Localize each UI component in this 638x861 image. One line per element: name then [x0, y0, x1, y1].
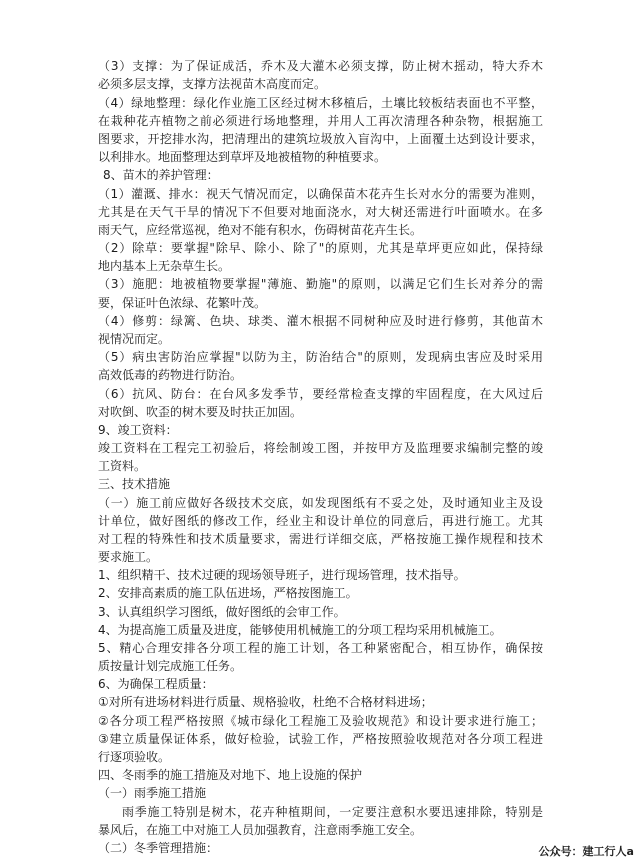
text-line: （一）施工前应做好各级技术交底，如发现图纸有不妥之处，及时通知业主及设	[98, 496, 543, 510]
text-line: 行逐项验收。	[98, 750, 171, 764]
section-heading: 8、苗木的养护管理：	[103, 168, 219, 182]
text-line: 雨天气，应经常巡视，绝对不能有积水，伤碍树苗花卉生长。	[98, 223, 423, 237]
text-line: 图要求，开挖排水沟，把清理出的建筑垃圾放入盲沟中，上面覆土达到设计要求，	[98, 132, 543, 146]
text-line: 以利排水。地面整理达到草坪及地被植物的种植要求。	[98, 150, 387, 164]
text-line: （5）病虫害防治应掌握"以防为主，防治结合"的原则，发现病虫害应及时采用	[98, 350, 543, 364]
text-line: 雨季施工特别是树木，花卉种植期间，一定要注意积水要迅速排除，特别是	[122, 805, 543, 819]
list-item: ②各分项工程严格按照《城市绿化工程施工及验收规范》和设计要求进行施工；	[98, 714, 543, 728]
list-item: 6、为确保工程质量：	[98, 677, 214, 691]
text-line: （4）修剪：绿篱、色块、球类、灌木根据不同树种应及时进行修剪，其他苗木	[98, 314, 543, 328]
text-line: 质按量计划完成施工任务。	[98, 659, 243, 673]
text-line: 尤其是在天气干旱的情况下不但要对地面浇水，对大树还需进行叶面喷水。在多	[98, 205, 543, 219]
text-line: （4）绿地整理：绿化作业施工区经过树木移植后，土壤比较板结表面也不平整，	[98, 96, 543, 110]
section-heading: 9、竣工资料：	[98, 423, 178, 437]
text-line: （6）抗风、防台：在台风多发季节，要经常检查支撑的牢固程度，在大风过后	[98, 387, 543, 401]
list-item: ③建立质量保证体系，做好检验，试验工作，严格按照验收规范对各分项工程进	[98, 732, 543, 746]
text-line: 必须多层支撑，支撑方法视苗木高度而定。	[98, 77, 327, 91]
text-line: 对工程的特殊性和技术质量要求，需进行详细交底，严格按施工操作规程和技术	[98, 532, 543, 546]
watermark: 公众号：建工行人a	[538, 845, 634, 858]
text-line: 工资料。	[98, 459, 147, 473]
list-item: 3、认真组织学习图纸，做好图纸的会审工作。	[98, 605, 346, 619]
list-item: 2、安排高素质的施工队伍进场，严格按图施工。	[98, 586, 358, 600]
text-line: 竣工资料在工程完工初验后，将绘制竣工图，并按甲方及监理要求编制完整的竣	[98, 441, 543, 455]
section-heading: （二）冬季管理措施：	[98, 841, 219, 855]
text-line: （2）除草：要掌握"除早、除小、除了"的原则，尤其是草坪更应如此，保持绿	[98, 241, 543, 255]
text-line: （1）灌溉、排水：视天气情况而定，以确保苗木花卉生长对水分的需要为准则，	[98, 187, 543, 201]
text-line: 地内基本上无杂草生长。	[98, 259, 231, 273]
section-heading: 三、技术措施	[98, 477, 171, 491]
text-line: 对吹倒、吹歪的树木要及时扶正加固。	[98, 405, 303, 419]
text-line: 高效低毒的药物进行防治。	[98, 368, 243, 382]
text-line: （3）支撑：为了保证成活，乔木及大灌木必须支撑，防止树木摇动，特大乔木	[98, 59, 543, 73]
list-item: 1、组织精干、技术过硬的现场领导班子，进行现场管理，技术指导。	[98, 568, 466, 582]
text-line: 要，保证叶色浓绿、花繁叶茂。	[98, 296, 267, 310]
list-item: 4、为提高施工质量及进度，能够使用机械施工的分项工程均采用机械施工。	[98, 623, 502, 637]
text-line: 在栽种花卉植物之前必须进行场地整理，并用人工再次清理各种杂物，根据施工	[98, 114, 543, 128]
text-line: 要求施工。	[98, 550, 159, 564]
text-line: 计单位，做好图纸的修改工作，经业主和设计单位的同意后，再进行施工。尤其	[98, 514, 543, 528]
section-heading: （一）雨季施工措施	[98, 786, 207, 800]
list-item: 5、精心合理安排各分项工程的施工计划，各工种紧密配合，相互协作，确保按	[98, 641, 543, 655]
text-line: 暴风后，在施工中对施工人员加强教育，注意雨季施工安全。	[98, 823, 423, 837]
section-heading: 四、冬雨季的施工措施及对地下、地上设施的保护	[98, 768, 363, 782]
list-item: ①对所有进场材料进行质量、规格验收，杜绝不合格材料进场；	[98, 695, 433, 709]
text-line: 视情况而定。	[98, 332, 171, 346]
text-line: （3）施肥：地被植物要掌握"薄施、勤施"的原则，以满足它们生长对养分的需	[98, 277, 543, 291]
